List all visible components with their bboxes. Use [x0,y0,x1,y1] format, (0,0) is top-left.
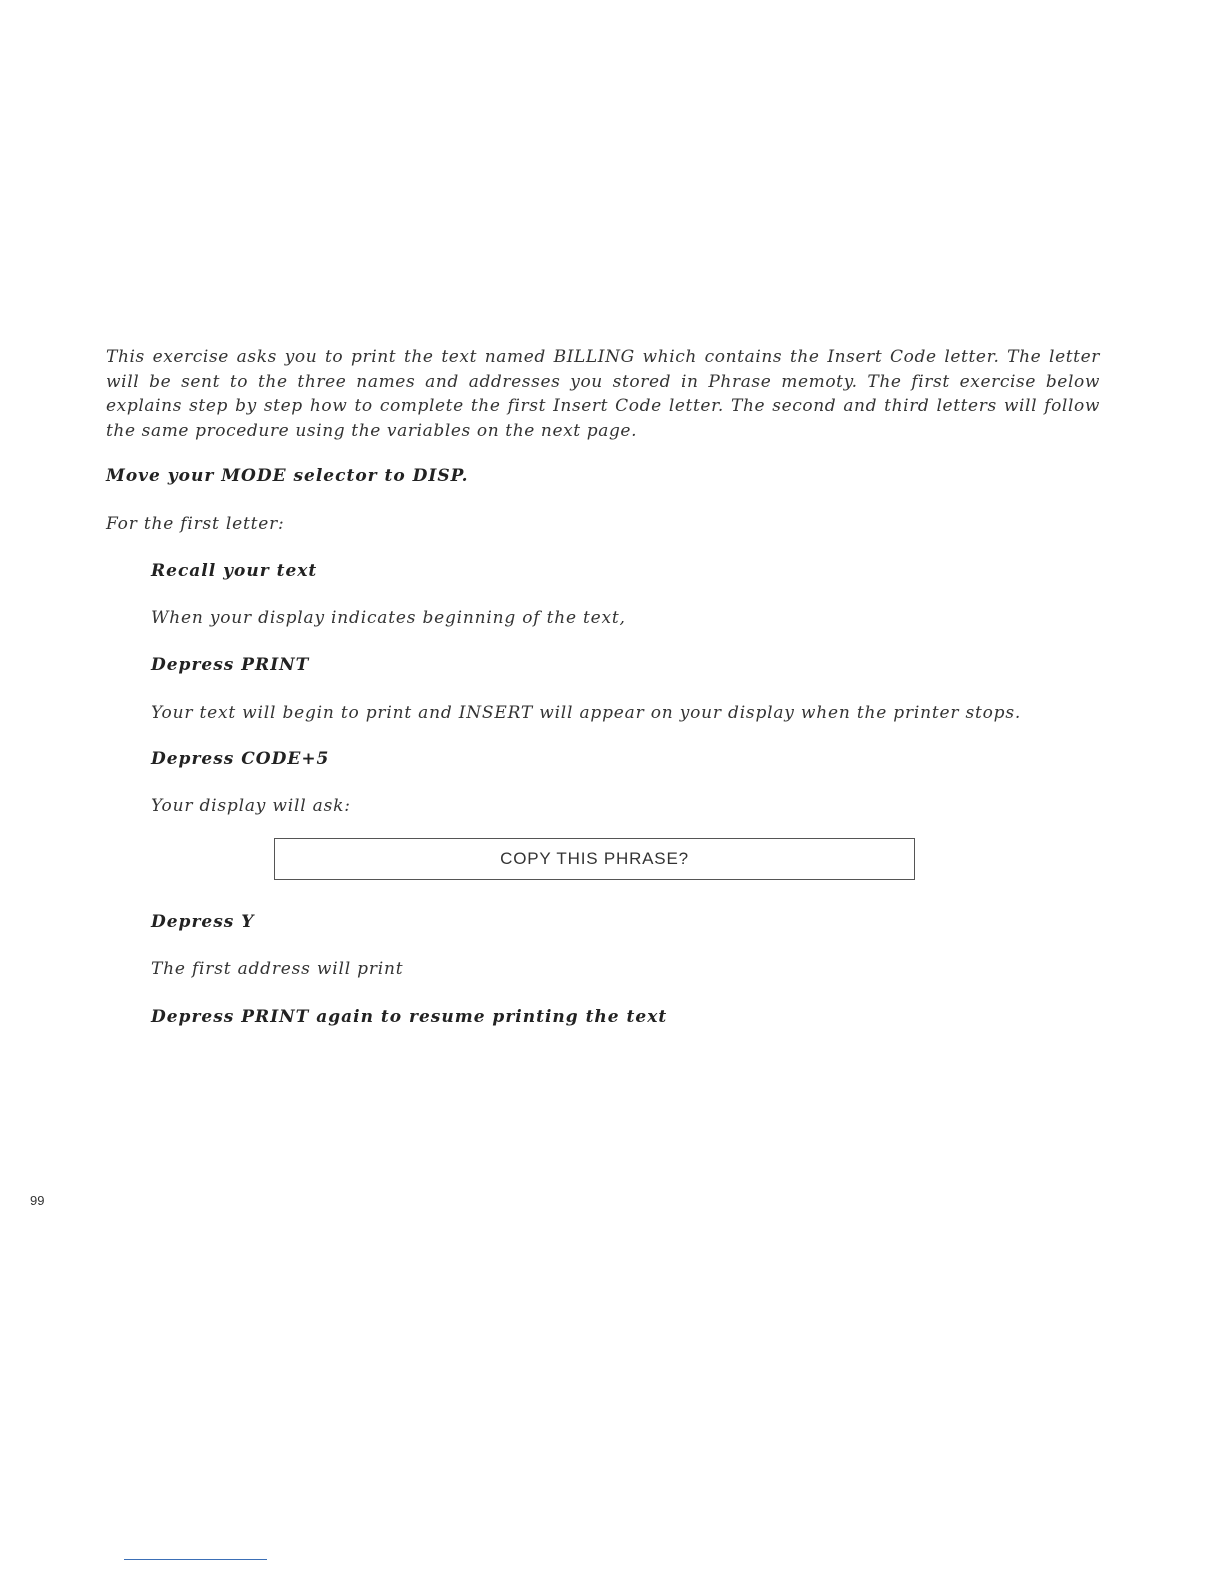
footnote-rule [124,1559,267,1560]
step-display-ask: Your display will ask: [151,796,351,816]
step-first-address: The first address will print [151,959,404,979]
step-display-beginning: When your display indicates beginning of the text, [151,608,626,628]
step-depress-print: Depress PRINT [151,655,310,675]
first-letter-label: For the first letter: [106,514,285,534]
intro-paragraph: This exercise asks you to print the text named BILLING which contains the Insert Code letter. The letter will be sent to the three names and addresses you stored in Phrase memoty. The first exercise below explains step by step how to complete the first Insert Code letter. The second and third letters will follow the same procedure using the variables on the next page. [106,347,1100,441]
step-depress-y: Depress Y [151,912,255,932]
step-depress-code5: Depress CODE+5 [151,749,330,769]
step-resume-printing: Depress PRINT again to resume printing the text [151,1007,668,1027]
page-number: 99 [30,1193,45,1208]
display-prompt-text: COPY THIS PHRASE? [500,849,689,868]
step-recall-text: Recall your text [151,561,318,581]
mode-instruction: Move your MODE selector to DISP. [106,466,469,486]
step-text-begin-print: Your text will begin to print and INSERT will appear on your display when the printer stops. [151,703,1022,723]
display-prompt-box [274,838,915,880]
